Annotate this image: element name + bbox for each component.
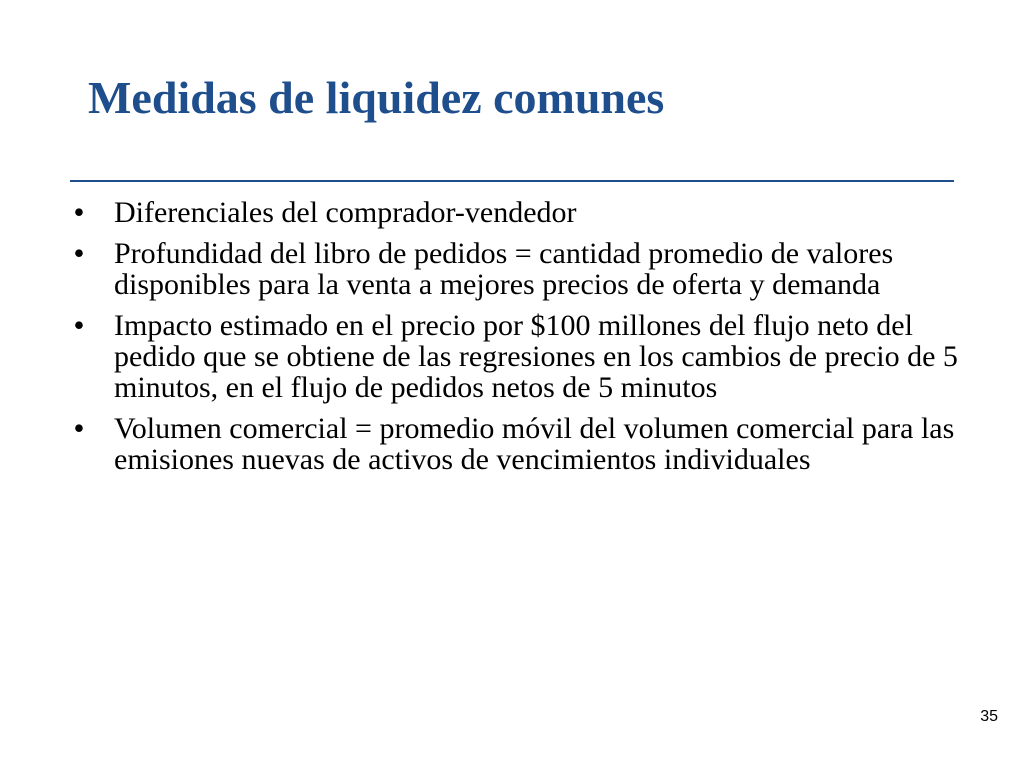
bullet-item xyxy=(64,307,964,404)
bullet-text: Impacto estimado en el precio por $100 millones del flujo neto del pedido que se obtiene de las regresiones en los cambios de precio de 5 minutos, en el flujo de pedidos netos de 5 minutos xyxy=(114,309,958,404)
bullet-icon: • xyxy=(73,194,85,230)
bullet-item xyxy=(64,235,964,301)
slide-number: 35 xyxy=(980,708,998,725)
bullet-item xyxy=(64,194,964,230)
bullet-text: Profundidad del libro de pedidos = cantidad promedio de valores disponibles para la venta a mejores precios de oferta y demanda xyxy=(114,237,894,301)
bullet-text: Volumen comercial = promedio móvil del volumen comercial para las emisiones nuevas de activos de vencimientos individuales xyxy=(114,412,955,476)
bullet-icon: • xyxy=(73,410,85,446)
bullet-item xyxy=(64,410,964,476)
bullet-icon: • xyxy=(73,307,85,343)
bullet-icon: • xyxy=(73,235,85,271)
title-underline xyxy=(70,180,954,182)
bullet-text: Diferenciales del comprador-vendedor xyxy=(114,196,577,229)
bullet-list xyxy=(64,194,964,485)
slide-title: Medidas de liquidez comunes xyxy=(88,72,665,123)
